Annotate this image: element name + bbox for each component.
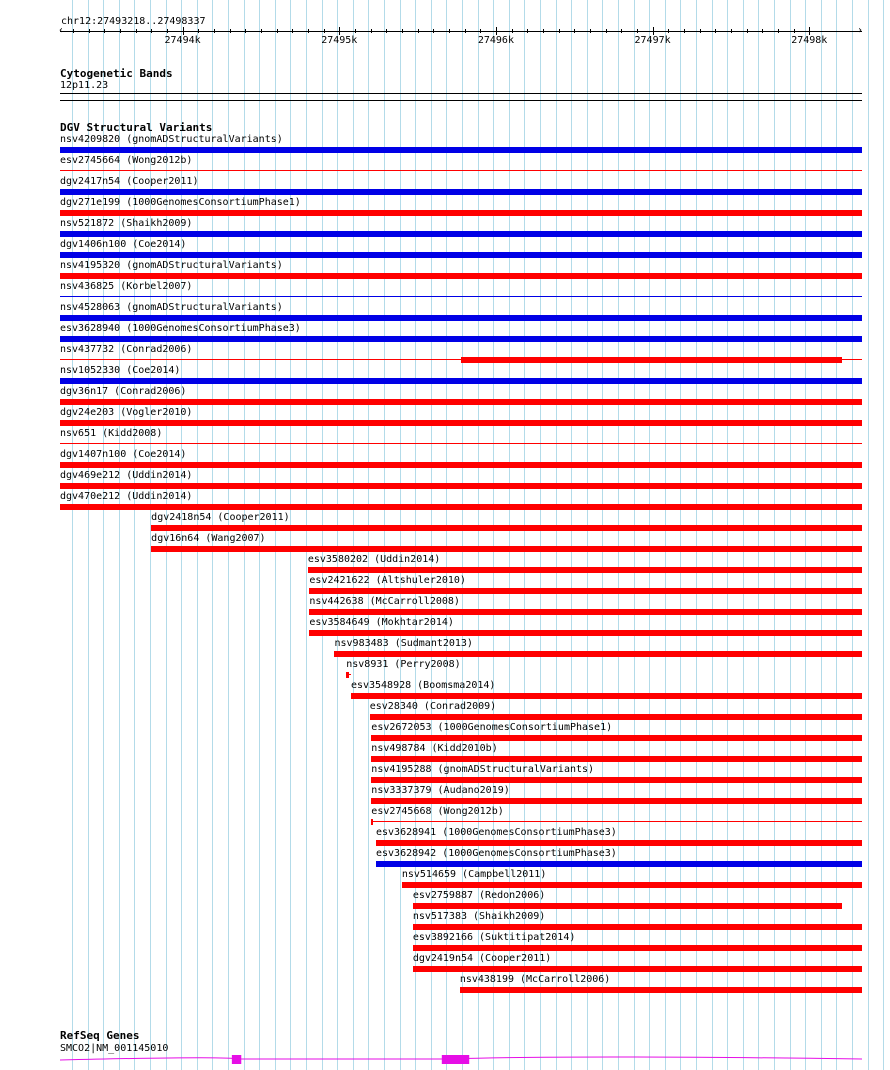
grid-line <box>446 0 447 1070</box>
ruler-minor-tick <box>73 29 74 33</box>
ruler-minor-tick <box>371 29 372 33</box>
ruler-minor-tick <box>292 29 293 33</box>
dgv-variant-label[interactable]: esv2672053 (1000GenomesConsortiumPhase1) <box>371 722 613 733</box>
ruler-minor-tick <box>324 29 325 33</box>
ruler-minor-tick <box>151 29 152 33</box>
grid-line <box>696 0 697 1070</box>
ruler-minor-tick <box>668 29 669 33</box>
grid-line <box>415 0 416 1070</box>
ruler-minor-tick <box>684 29 685 33</box>
dgv-variant-bar[interactable] <box>460 987 862 993</box>
dgv-variant-label[interactable]: esv3584649 (Mokhtar2014) <box>309 617 454 628</box>
dgv-variant-label[interactable]: nsv8931 (Perry2008) <box>346 659 461 670</box>
ruler-minor-tick <box>574 29 575 33</box>
dgv-variant-bar[interactable] <box>60 378 862 384</box>
grid-line <box>868 0 869 1070</box>
grid-line <box>431 0 432 1070</box>
grid-line <box>337 0 338 1070</box>
dgv-variant-label[interactable]: nsv4528063 (gnomADStructuralVariants) <box>60 302 283 313</box>
dgv-variant-label[interactable]: dgv36n17 (Conrad2006) <box>60 386 187 397</box>
ruler-minor-tick <box>386 29 387 33</box>
dgv-variant-bar[interactable] <box>60 252 862 258</box>
dgv-variant-bar[interactable] <box>371 798 862 804</box>
dgv-variant-label[interactable]: esv28340 (Conrad2009) <box>369 701 497 712</box>
dgv-variant-bar[interactable] <box>371 756 862 762</box>
refseq-track-title[interactable]: RefSeq Genes <box>60 1029 140 1042</box>
ruler-minor-tick <box>167 29 168 33</box>
grid-line <box>400 0 401 1070</box>
ruler-minor-tick <box>543 29 544 33</box>
dgv-variant-label[interactable]: esv3628941 (1000GenomesConsortiumPhase3) <box>376 827 617 838</box>
grid-line <box>587 0 588 1070</box>
dgv-variant-bar[interactable] <box>308 567 862 573</box>
dgv-variant-label[interactable]: nsv4195288 (gnomADStructuralVariants) <box>371 764 595 775</box>
grid-line <box>821 0 822 1070</box>
refseq-gene-label[interactable]: SMCO2|NM_001145010 <box>60 1043 169 1054</box>
ruler-minor-tick <box>621 29 622 33</box>
dgv-variant-bar[interactable] <box>60 170 862 171</box>
ruler-minor-tick <box>433 29 434 33</box>
ruler-minor-tick <box>230 29 231 33</box>
dgv-variant-label[interactable]: dgv271e199 (1000GenomesConsortiumPhase1) <box>60 197 301 208</box>
ruler-minor-tick <box>590 29 591 33</box>
dgv-variant-bar[interactable] <box>376 840 862 846</box>
dgv-variant-label[interactable]: nsv438199 (McCarroll2006) <box>459 974 611 985</box>
dgv-variant-label[interactable]: dgv24e203 (Vogler2010) <box>60 407 193 418</box>
dgv-variant-label[interactable]: dgv2418n54 (Cooper2011) <box>151 512 290 523</box>
dgv-variant-label[interactable]: dgv16n64 (Wang2007) <box>151 533 266 544</box>
dgv-variant-label[interactable]: nsv983483 (Sudmant2013) <box>334 638 473 649</box>
ruler-minor-tick <box>402 29 403 33</box>
dgv-variant-bar[interactable] <box>60 210 862 216</box>
dgv-variant-bar[interactable] <box>346 672 348 678</box>
dgv-variant-label[interactable]: nsv4195320 (gnomADStructuralVariants) <box>60 260 283 271</box>
ruler-minor-tick <box>214 29 215 33</box>
grid-line <box>275 0 276 1070</box>
dgv-variant-bar[interactable] <box>413 966 862 972</box>
ruler-arrow-left-icon: ‹ <box>58 25 65 36</box>
refseq-exon[interactable] <box>232 1055 241 1064</box>
dgv-variant-bar[interactable] <box>371 777 862 783</box>
ruler-minor-tick <box>715 29 716 33</box>
grid-line <box>727 0 728 1070</box>
ruler-minor-tick <box>198 29 199 33</box>
grid-line <box>571 0 572 1070</box>
dgv-variant-label[interactable]: nsv4209820 (gnomADStructuralVariants) <box>60 134 283 145</box>
grid-line <box>462 0 463 1070</box>
grid-line <box>665 0 666 1070</box>
dgv-variant-label[interactable]: dgv470e212 (Uddin2014) <box>60 491 193 502</box>
ruler-minor-tick <box>512 29 513 33</box>
refseq-gene-model[interactable] <box>0 1050 890 1070</box>
grid-line <box>634 0 635 1070</box>
dgv-variant-bar[interactable] <box>413 945 862 951</box>
grid-line <box>540 0 541 1070</box>
dgv-variant-bar[interactable] <box>60 483 862 489</box>
grid-line <box>353 0 354 1070</box>
ruler-tick <box>653 27 654 35</box>
grid-line <box>306 0 307 1070</box>
ruler-tick <box>339 27 340 35</box>
dgv-variant-bar[interactable] <box>60 462 862 468</box>
ruler-minor-tick <box>355 29 356 33</box>
dgv-variant-bar[interactable] <box>402 882 862 888</box>
grid-line <box>524 0 525 1070</box>
ruler-minor-tick <box>778 29 779 33</box>
dgv-variant-bar[interactable] <box>60 147 862 153</box>
ruler-minor-tick <box>794 29 795 33</box>
dgv-variant-bar[interactable] <box>60 504 862 510</box>
dgv-variant-subbar[interactable] <box>461 357 842 363</box>
dgv-variant-label[interactable]: esv2759887 (Redon2006) <box>412 890 546 901</box>
dgv-variant-label[interactable]: dgv1407n100 (Coe2014) <box>60 449 187 460</box>
ruler-minor-tick <box>527 29 528 33</box>
dgv-variant-bar[interactable] <box>351 693 862 699</box>
dgv-variant-label[interactable]: nsv498784 (Kidd2010b) <box>371 743 498 754</box>
ruler-tick-label: 27496k <box>477 35 514 46</box>
dgv-variant-label[interactable]: dgv1406n100 (Coe2014) <box>60 239 187 250</box>
grid-line <box>556 0 557 1070</box>
grid-line <box>712 0 713 1070</box>
dgv-variant-bar[interactable] <box>376 861 862 867</box>
dgv-variant-label[interactable]: dgv2417n54 (Cooper2011) <box>60 176 199 187</box>
cytoband-ideogram-top <box>60 93 862 94</box>
ruler-minor-tick <box>449 29 450 33</box>
ruler-minor-tick <box>762 29 763 33</box>
dgv-variant-label[interactable]: nsv517383 (Shaikh2009) <box>412 911 546 922</box>
dgv-variant-bar[interactable] <box>371 735 862 741</box>
grid-line <box>743 0 744 1070</box>
dgv-variant-label[interactable]: nsv437732 (Conrad2006) <box>60 344 193 355</box>
grid-line <box>384 0 385 1070</box>
dgv-variant-bar[interactable] <box>370 714 862 720</box>
dgv-variant-label[interactable]: esv3628942 (1000GenomesConsortiumPhase3) <box>376 848 617 859</box>
dgv-variant-bar-mark <box>371 819 373 825</box>
dgv-variant-label[interactable]: nsv514659 (Campbell2011) <box>401 869 547 880</box>
ruler-minor-tick <box>418 29 419 33</box>
ruler-range-label: chr12:27493218..27498337 <box>61 16 206 27</box>
grid-line <box>602 0 603 1070</box>
dgv-variant-bar[interactable] <box>309 588 862 594</box>
dgv-variant-bar[interactable] <box>60 273 862 279</box>
grid-line <box>478 0 479 1070</box>
dgv-variant-label[interactable]: dgv469e212 (Uddin2014) <box>60 470 193 481</box>
ruler-minor-tick <box>277 29 278 33</box>
grid-line <box>836 0 837 1070</box>
dgv-variant-label[interactable]: nsv436825 (Korbel2007) <box>60 281 193 292</box>
ruler-tick <box>496 27 497 35</box>
dgv-variant-bar[interactable] <box>60 315 862 321</box>
grid-line <box>509 0 510 1070</box>
dgv-variant-label[interactable]: esv3548928 (Boomsma2014) <box>350 680 496 691</box>
grid-line <box>790 0 791 1070</box>
grid-line <box>290 0 291 1070</box>
dgv-variant-bar[interactable] <box>60 296 862 297</box>
grid-line <box>618 0 619 1070</box>
ruler-minor-tick <box>245 29 246 33</box>
ruler-tick-label: 27495k <box>321 35 358 46</box>
ruler-minor-tick <box>465 29 466 33</box>
dgv-variant-label[interactable]: nsv651 (Kidd2008) <box>60 428 163 439</box>
dgv-variant-label[interactable]: esv3580202 (Uddin2014) <box>307 554 441 565</box>
grid-line <box>322 0 323 1070</box>
cytoband-label: 12p11.23 <box>60 80 109 91</box>
cytoband-ideogram-bottom <box>60 100 862 101</box>
dgv-variant-label[interactable]: nsv521872 (Shaikh2009) <box>60 218 193 229</box>
dgv-variant-bar[interactable] <box>151 546 862 552</box>
ruler-minor-tick <box>261 29 262 33</box>
ruler-minor-tick <box>104 29 105 33</box>
grid-line <box>493 0 494 1070</box>
dgv-variant-label[interactable]: esv3892166 (Suktitipat2014) <box>412 932 576 943</box>
grid-line <box>649 0 650 1070</box>
dgv-variant-label[interactable]: nsv3337379 (Audano2019) <box>371 785 510 796</box>
grid-line <box>883 0 884 1070</box>
grid-line <box>852 0 853 1070</box>
dgv-variant-bar[interactable] <box>413 903 842 909</box>
ruler-minor-tick <box>637 29 638 33</box>
dgv-variant-label[interactable]: dgv2419n54 (Cooper2011) <box>412 953 552 964</box>
dgv-variant-bar[interactable] <box>334 651 862 657</box>
ruler-tick-label: 27498k <box>791 35 828 46</box>
dgv-variant-bar[interactable] <box>60 231 862 237</box>
ruler-minor-tick <box>700 29 701 33</box>
dgv-variant-bar[interactable] <box>60 443 862 444</box>
ruler-minor-tick <box>89 29 90 33</box>
dgv-variant-bar[interactable] <box>309 609 862 615</box>
dgv-variant-bar[interactable] <box>60 336 862 342</box>
dgv-variant-label[interactable]: esv2745668 (Wong2012b) <box>371 806 504 817</box>
ruler-minor-tick <box>120 29 121 33</box>
ruler-minor-tick <box>606 29 607 33</box>
ruler-minor-tick <box>559 29 560 33</box>
dgv-track-title[interactable]: DGV Structural Variants <box>60 121 213 134</box>
dgv-variant-label[interactable]: nsv442638 (McCarroll2008) <box>309 596 460 607</box>
grid-line <box>774 0 775 1070</box>
grid-line <box>368 0 369 1070</box>
dgv-variant-label[interactable]: nsv1052330 (Coe2014) <box>60 365 181 376</box>
dgv-variant-bar[interactable] <box>60 189 862 195</box>
ruler-minor-tick <box>480 29 481 33</box>
ruler-tick-label: 27497k <box>634 35 671 46</box>
dgv-variant-bar[interactable] <box>60 420 862 426</box>
dgv-variant-bar[interactable] <box>413 924 862 930</box>
ruler-minor-tick <box>136 29 137 33</box>
ruler-minor-tick <box>308 29 309 33</box>
grid-line <box>758 0 759 1070</box>
grid-line <box>805 0 806 1070</box>
dgv-variant-bar[interactable] <box>151 525 862 531</box>
ruler-minor-tick <box>747 29 748 33</box>
ruler-tick <box>809 27 810 35</box>
dgv-variant-label[interactable]: esv2421622 (Altshuler2010) <box>309 575 466 586</box>
dgv-variant-bar[interactable] <box>371 821 862 822</box>
ruler-tick <box>183 27 184 35</box>
cytoband-track-title[interactable]: Cytogenetic Bands <box>60 67 173 80</box>
ruler-tick-label: 27494k <box>164 35 201 46</box>
dgv-variant-label[interactable]: esv3628940 (1000GenomesConsortiumPhase3) <box>60 323 301 334</box>
dgv-variant-label[interactable]: esv2745664 (Wong2012b) <box>60 155 193 166</box>
ruler-arrow-right-icon: › <box>857 25 864 36</box>
dgv-variant-bar[interactable] <box>60 399 862 405</box>
dgv-variant-bar[interactable] <box>309 630 862 636</box>
grid-line <box>680 0 681 1070</box>
ruler-minor-tick <box>731 29 732 33</box>
refseq-exon[interactable] <box>442 1055 469 1064</box>
